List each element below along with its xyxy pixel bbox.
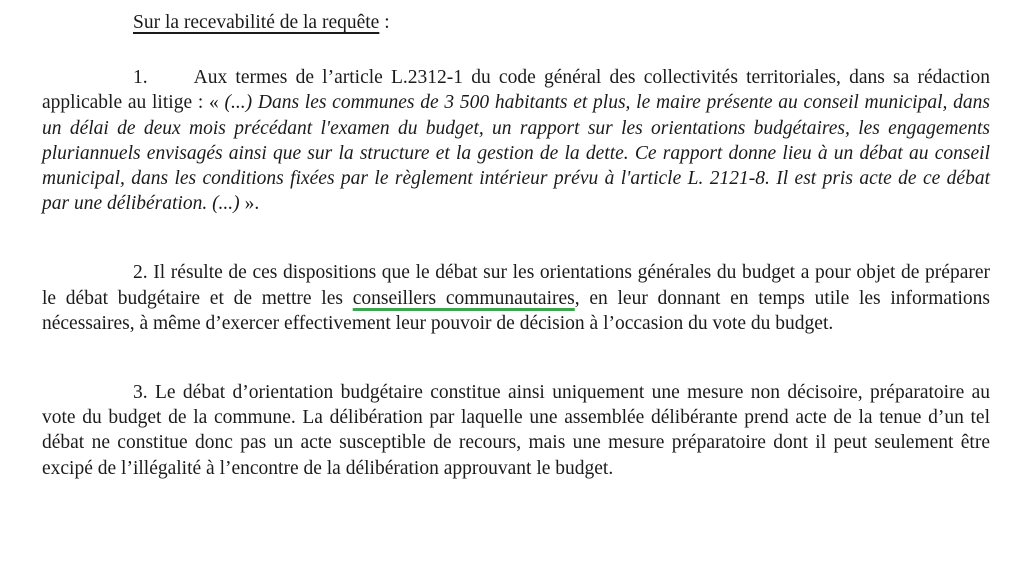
paragraph-1	[42, 65, 990, 216]
section-heading	[42, 10, 990, 35]
paragraph-3-text: 3. Le débat d’orientation budgétaire constitue ainsi uniquement une mesure non décisoire, préparatoire au vote du budget de la commune. La délibération par laquelle une assemblée délibérante prend acte de la tenue d’un tel débat ne constitue donc pas un acte susceptible de recours, mais une mesure préparatoire dont il peut seulement être excipé de l’illégalité à l’encontre de la délibération approuvant le budget.	[42, 382, 990, 479]
paragraph-3	[42, 380, 990, 481]
section-heading-colon: :	[379, 12, 390, 33]
grammar-check-underlined-phrase: conseillers communautaires	[352, 287, 575, 309]
paragraph-2-text-before-highlight: 2. Il résulte de ces dispositions que le débat sur les orientations générales du budget a pour objet de préparer le débat budgétaire et de mettre les	[42, 262, 990, 309]
section-heading-underlined-text: Sur la recevabilité de la requête	[133, 12, 380, 33]
paragraph-2-text-after-highlight: , en leur donnant en temps utile les informations nécessaires, à même d’exercer effectivement leur pouvoir de décision à l’occasion du vote du budget.	[42, 287, 991, 334]
paragraph-1-closing-text: ».	[239, 193, 260, 215]
paragraph-1-number: 1.	[133, 67, 148, 89]
statute-quote-italic-text: (...) Dans les communes de 3 500 habitants et plus, le maire présente au conseil municipal, dans un délai de deux mois précédant l'examen du budget, un rapport sur les orientations budgétaires, les engagements pluriannuels envisagés ainsi que sur la structure et la gestion de la dette. Ce rapport donne lieu à un débat au conseil municipal, dans les conditions fixées par le règlement intérieur prévu à l'article L. 2121-8. Il est pris acte de ce débat par une délibération. (...)	[42, 92, 990, 215]
paragraph-1-lead-text: Aux termes de l’article L.2312-1 du code général des collectivités territoriales, dans sa rédaction applicable au litige : «	[42, 67, 990, 114]
paragraph-2	[42, 260, 990, 336]
